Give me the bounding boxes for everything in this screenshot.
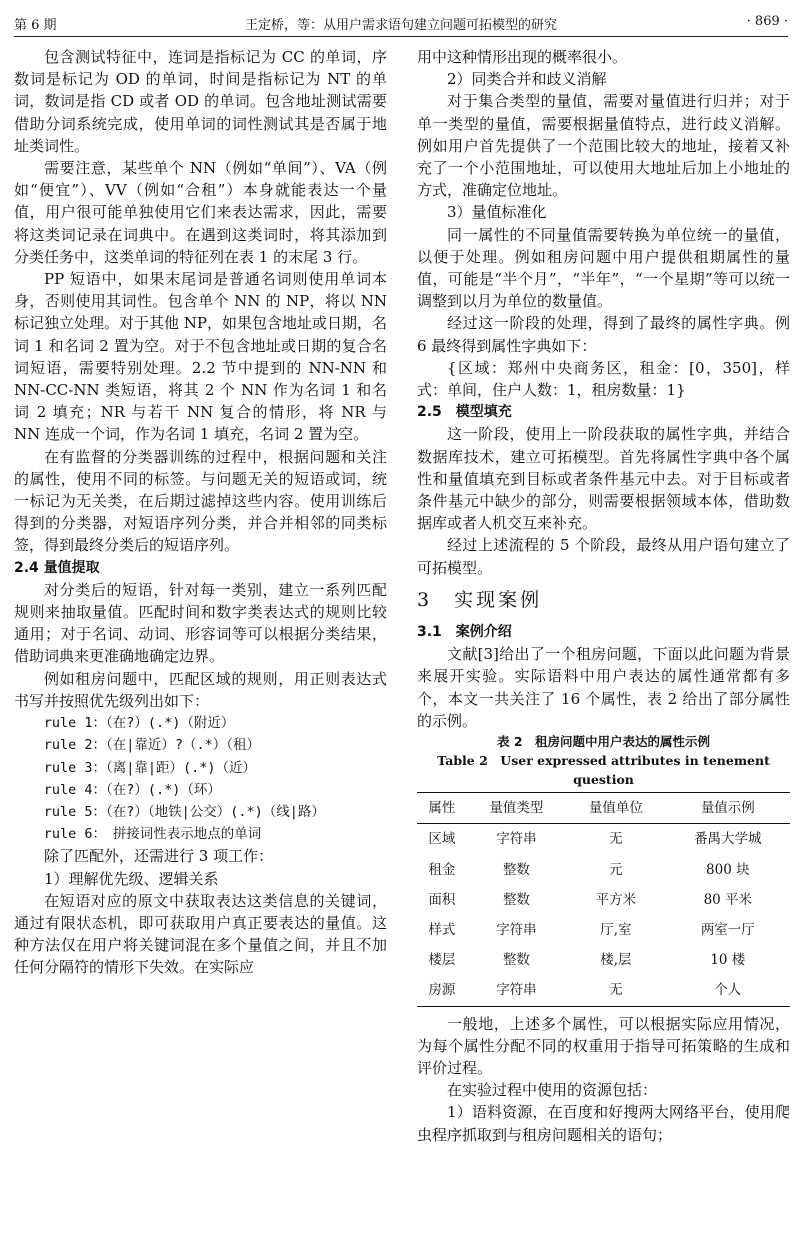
column-header: 属性 — [428, 800, 456, 817]
section-heading-2-4: 2.4 量值提取 — [14, 559, 100, 576]
table-cell: 字符串 — [496, 982, 537, 999]
table-cell: 整数 — [502, 952, 530, 969]
table-cell: 80 平米 — [703, 891, 753, 908]
table-cell: 整数 — [502, 861, 530, 878]
paragraph: 对分类后的短语，针对每一类别，建立一系列匹配规则来抽取量值。匹配时间和数字类表达式的规则比较通用；对于名词、动词、形容词等可以根据分类结果，借助词典来更准确地确定边界。 — [14, 580, 387, 666]
right-column — [417, 46, 790, 1146]
running-title: 王定桥，等：从用户需求语句建立问题可拓模型的研究 — [244, 18, 557, 33]
paragraph: 这一阶段，使用上一阶段获取的属性字典，并结合数据库技术，建立可拓模型。首先将属性字典中各个属性和量值填充到目标或者条件基元中去。对于目标或者条件基元中缺少的部分，则需要根据领域本体，借助数据库或者人机交互来补充。 — [417, 425, 790, 533]
table-caption-en: Table 2 User expressed attributes in tenement question — [437, 753, 770, 788]
table-row — [417, 855, 790, 885]
table-row — [417, 945, 790, 975]
subheading: 3）量值标准化 — [447, 203, 547, 222]
paragraph: 在短语对应的原文中获取表达这类信息的关键词，通过有限状态机，即可获取用户真正要表达的量值。这种方法仅在用户将关键词混在多个量值之间，并且不加任何分隔符的情形下失效。在实际应 — [14, 891, 387, 977]
table-cell: 面积 — [428, 891, 456, 908]
paragraph: 在实验过程中使用的资源包括： — [447, 1081, 658, 1100]
table-caption-zh: 表 2 租房问题中用户表达的属性示例 — [496, 734, 711, 750]
page-number: · 869 · — [746, 14, 788, 29]
column-header: 量值示例 — [700, 800, 755, 817]
paragraph: 1）语料资源，在百度和好搜两大网络平台，使用爬虫程序抓取到与租房问题相关的语句； — [417, 1103, 790, 1144]
paragraph: 文献[3]给出了一个租房问题，下面以此问题为背景来展开实验。实际语料中用户表达的属性通常都有多个，本文一共关注了 16 个属性，表 2 给出了部分属性的示例。 — [417, 645, 790, 730]
table-cell: 800 块 — [706, 861, 750, 878]
table-cell: 楼,层 — [600, 952, 632, 969]
running-header — [14, 10, 788, 37]
table-row — [417, 885, 790, 915]
rule-line: rule 4：（在?）(.*)（环） — [43, 781, 221, 798]
column-header: 量值类型 — [489, 800, 544, 817]
table-cell: 平方米 — [595, 891, 637, 908]
paragraph: 在有监督的分类器训练的过程中，根据问题和关注的属性，使用不同的标签。与问题无关的短语或词，统一标记为无关类，在后期过滤掉这些内容。使用训练后得到的分类器，对短语序列分类，并合并相邻的同类标签，得到最终分类后的短语序列。 — [14, 447, 387, 555]
paragraph: 一般地，上述多个属性，可以根据实际应用情况，为每个属性分配不同的权重用于指导可拓策略的生成和评价过程。 — [417, 1014, 790, 1077]
attribute-dictionary: {区域：郑州中央商务区，租金：[0，350]，样式：单间，住户人数：1，租房数量：1} — [417, 358, 790, 400]
rule-line: rule 3：（离|靠|距）(.*)（近） — [43, 759, 256, 776]
table-row — [417, 975, 790, 1006]
table-cell: 楼层 — [428, 952, 456, 969]
table-header-row — [417, 793, 790, 824]
paragraph: 用中这种情形出现的概率很小。 — [417, 48, 628, 66]
table-cell: 两室一厅 — [700, 921, 755, 938]
paragraph: 经过上述流程的 5 个阶段，最终从用户语句建立了可拓模型。 — [417, 536, 790, 577]
subheading: 1）理解优先级、逻辑关系 — [44, 869, 219, 888]
table-cell: 字符串 — [496, 831, 537, 848]
table-cell: 区域 — [428, 831, 456, 848]
paragraph: 对于集合类型的量值，需要对量值进行归并；对于单一类型的量值，需要根据量值特点，进行歧义消解。例如用户首先提供了一个范围比较大的地址，接着又补充了一个小范围地址，可以使用大地址后加上小地址的方式，准确定位地址。 — [417, 92, 790, 200]
paragraph: 包含测试特征中，连词是指标记为 CC 的单词，序数词是标记为 OD 的单词，时间是指标记为 NT 的单词，数词是指 CD 或者 OD 的单词。包含地址测试需要借助分词系统完成，使用单词的词性测试其是否属于地址类词性。 — [14, 48, 387, 155]
paragraph: 例如租房问题中，匹配区域的规则，用正则表达式书写并按照优先级列出如下： — [14, 669, 387, 710]
rule-line: rule 2：（在|靠近）?（.*）（租） — [43, 737, 260, 754]
issue-number: 第 6 期 — [14, 18, 57, 33]
table-cell: 无 — [609, 982, 623, 999]
paragraph: 同一属性的不同量值需要转换为单位统一的量值，以便于处理。例如租房问题中用户提供租期属性的量值，可能是“半个月”，“半年”，“一个星期”等可以统一调整到以月为单位的数量值。 — [417, 225, 790, 311]
paragraph: 需要注意，某些单个 NN（例如“单间”）、VA（例如“便宜”）、VV（例如“合租”）本身就能表达一个量值，用户很可能单独使用它们来表达需求，因此，需要将这类词记录在词典中。在遇到这类词时，将其添加到分类任务中，这类单词的特征列在表 1 的末尾 3 行。 — [14, 159, 387, 266]
table-cell: 无 — [609, 831, 623, 848]
table-cell: 番禺大学城 — [694, 831, 762, 848]
table-cell: 字符串 — [496, 921, 537, 938]
section-heading-3-1: 3.1 案例介绍 — [417, 624, 512, 641]
section-heading-2-5: 2.5 模型填充 — [417, 404, 512, 421]
table-row — [417, 915, 790, 945]
rule-line: rule 6： 拼接词性表示地点的单词 — [43, 826, 262, 843]
attributes-table — [417, 792, 790, 1006]
table-cell: 元 — [609, 861, 623, 878]
table-cell: 租金 — [428, 861, 456, 878]
table-cell: 10 楼 — [710, 952, 746, 969]
rule-line: rule 1：（在?）(.*)（附近） — [43, 715, 235, 732]
left-column — [14, 46, 387, 979]
paragraph: 经过这一阶段的处理，得到了最终的属性字典。例 6 最终得到属性字典如下： — [417, 314, 790, 355]
table-cell: 样式 — [428, 921, 456, 938]
paragraph: 除了匹配外，还需进行 3 项工作： — [44, 847, 274, 866]
table-row — [417, 824, 790, 855]
subheading: 2）同类合并和歧义消解 — [447, 70, 607, 89]
section-heading-3: 3 实现案例 — [417, 588, 543, 611]
column-header: 量值单位 — [588, 800, 643, 817]
paragraph: PP 短语中，如果末尾词是普通名词则使用单词本身，否则使用其词性。包含单个 NN 的 NP，将以 NN 标记独立处理。对于其他 NP，如果包含地址或日期，名词 1 和名词 2 置为空。对于不包含地址或日期的复合名词短语，需要特别处理。2.2 节中提到的 NN-NN 和 NN-CC-NN 类短语，将其 2 个 NN 作为名词 1 和名词 2 填充；NR 与若干 NN 复合的情形，将 NR 与 NN 连成一个词，作为名词 1 填充，名词 2 置为空。 — [14, 270, 387, 444]
rule-line: rule 5：（在?）（地铁|公交）(.*)（线|路） — [43, 803, 325, 820]
table-cell: 房源 — [428, 982, 456, 999]
table-cell: 个人 — [714, 982, 742, 999]
table-cell: 厅,室 — [600, 921, 632, 938]
table-cell: 整数 — [502, 891, 530, 908]
